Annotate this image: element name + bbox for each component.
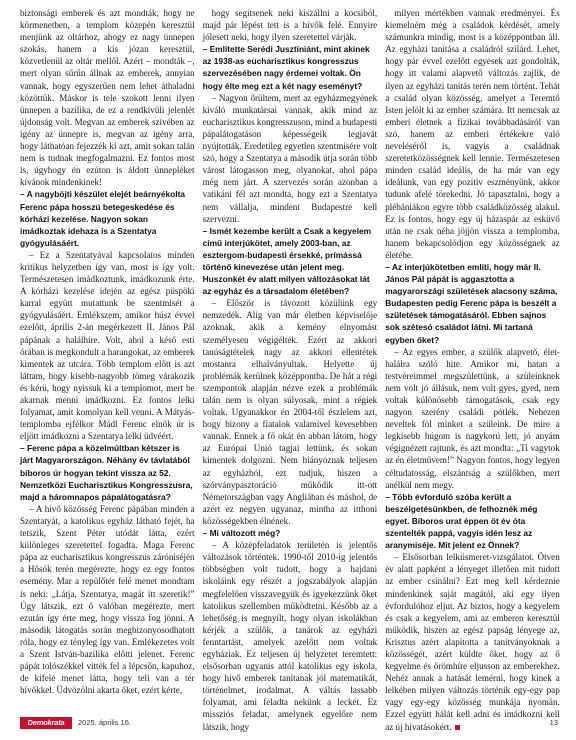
paragraph-text: – A hívő közösség Ferenc pápában minden a Szentatyát, a katolikus egyház látható fejét, ha tetszik, Szent Péter utódát látta, ezért különleges szeretettel fogadta. Maga Ferenc pápa az eucharisztikus kongresszus záróniséjén a Hősök terén megérezte, hogy ez egy fontos esemény. Mar a repülőtér felé menet mondtam is neki: „Látja, Szentatya, magát itt szeretik!” Úgy látszik, ezt ő valóban megérezte, mert ezután így érte meg, hogy vissza fog jönni. A második látogatás során megbizonyosodhatott róla, hogy ez tényleg így van. Emlékezetes volt a Szent István-bazilika előtti jelenet. Ferenc pápát tolószékkel vitték fel a lépcsőn, kapuhoz, de kifelé menet látta, hogy teli van a tér hívőkkel. Üdvözölni akarta őket, ezért kérte,	[20, 503, 195, 696]
paragraph-text: milyen mértékben vannak eredményei. És kiemelném még a családok kérdését, amely számunkra mindig, most is a középpontban áll. Az egyházi tanítása a családról szilárd. Lehet, hogy pár évvel ezelőtt egyesek azt gondolták, hogy itt valami alapvető változás zajlik, de ilyen az egyházi tanítás terén nem történt. Tehát a család olyan közösség, amelyet a Teremtő Isten jelölt ki az ember számára. Itt nemcsak az emberi életnek a fizikai továbbadásáról van szó, hanem az emberi értékekre való neveléséről is, vagyis a családnak szeretetközösségnek kell lennie. Természetesen minden család ideális, de ha már van egy ideálunk, van egy pozitív eszményünk, akkor tudunk afelé törekedni. Jó tapasztalni, hogy a plébániákon egyre több családközösség alakul. Ez is fontos, hogy egy új házaspár az esküvő után ne csak néha jöjjön vissza a templomba, hanem bekapcsolódjon egy közösségnek az életébe.	[385, 8, 560, 260]
interview-question	[203, 225, 378, 298]
interview-question	[385, 261, 560, 346]
paragraph-text: – Említette Serédi Jusztiniánt, mint akinek az 1938-as eucharisztikus kongresszus szervezésében nagy érdemei voltak. Ön hogy élte meg ezt a két nagy eseményt?	[202, 44, 370, 91]
paragraph-text: hogy segítsenek neki kiszállni a kocsiból, majd pár lépést tett is a hívők felé. Ennyire jólesett neki, hogy ilyen szeretettel várják.	[202, 8, 378, 43]
article-paragraph	[203, 7, 378, 43]
paragraph-text: – Nagyon őrültem, mert az egyházmegyének kiváló munkatársai vannak, akik mind az eucharisztikus kongresszuson, mind a budapesti pápalátogatáson képességeik legjavát nyújtották. Eredetileg egyetlen szentmisére volt szó, hogy a Szentatya a második útja során több várost látogasson meg, olyanokat, ahol pápa még nem járt. A szervezés során azonban a vatikáni fél azt mondta, hogy ezt a Szentatya nem vállalja, mindent Budapestre kell szervezni.	[202, 92, 378, 224]
paragraph-text: – Ferenc pápa a közelmúltban kétszer is járt Magyarországon. Néhány év távlatából bíboros úr hogyan tekint vissza az 52. Nemzetközi Eucharisztikus Kongresszusra, majd a háromnapos pápalátogatásra?	[20, 443, 193, 502]
paragraph-text: biztonsági emberek és azt mondták, hogy ne körmenetben, a templom közepén keresztül menjünk az oltárhoz, ahogy ez nagy ünnepen szokás, hanem a kis józan keresztül, közvetlenül az oltár mellől. Azért – mondták –, mert olyan sűrűn állnak az emberek, annyian vannak, hogy egyszerűen nem lehet áthaladni közöttük. Máskor is tele szokott lenni ilyen ünnepen a bazilika, de ez a rendkívüli jelenlét újdonság volt. Megvan az emberek szívében az igény az ünnepre is, megvan az igény arra, hogy láthatóan fejezzék ki azt, amit sokan talán nem is tudnak megfogalmazni. Ez fontos most is, úgyhogy én ezúton is áldott ünnepléket kívánok mindenkinek!	[20, 8, 195, 188]
column-2	[202, 7, 378, 732]
interview-question	[20, 442, 195, 502]
paragraph-text: – A középfeladatok területén is jelentős változások történtek. 1990-től 2010-ig jelentős többségben volt tudott, hogy a hajdani iskoláink egy részét a jogszabályok alapján megfelelően visszavegyük és igyekezzünk őket katolikus szellemben működtetni. Később az a lehetőség is megnyílt, hogy olyan iskolákban kérjék a szülők, a tanárok az egyházi fenntartást, amelyek azelőtt nem voltak egyháziak. Ez teljesen új helyzetet teremtett: elsősorban ugyanis attól katolikus egy iskola, hogy hívő emberek tanítanak jól matematikát, történelmet, irodalmat. A váltás lassabb folyamat, ami feladta nekünk a leckét. Ez missziós feladat, amelynek egyelőre nem látszik, hogy	[202, 540, 378, 732]
paragraph-text: – Ez a Szentatyával kapcsolatos minden kritikus helyzetben így van, most is így volt. Természetesen imádkoztunk, imádkozunk érte. A kórházi kezelése idején az egész püspöki karral együtt mutattunk be szentmisét a gyógyulásáért. Emlékszem, amikor húsz évvel ezelőtt, április 2-án megérkezett II. János Pál pápának a halálhíre. Volt, ahol a késő esti órában is megkondult a harangokat, az emberek kimentek az utcára. Több templom előtt is azt láttam, hogy kisebb-nagyobb tömeg várakozik és kérü, hogy nyissuk ki a templomot, mert be akarnak menni imádkozni. Ez fontos lelki folyamat, amit komolyan kell venni. A Mátyás-templomba ejfélkor Mádl Ferenc elnök úr is eljött imádkozni a Szentatya lelki üdvéért.	[20, 249, 195, 442]
interview-question	[385, 491, 560, 551]
paragraph-text: – Mi változott még?	[202, 528, 281, 539]
interview-question	[203, 527, 378, 539]
interview-question	[203, 43, 378, 91]
paragraph-text: – Az interjúkötetben említi, hogy már II. János Pál pápát is aggasztotta a magyarországi születések alacsony száma, Budapesten pedig Ferenc pápa is beszélt a születések támogatásáról. Ebben sajnos sok szétesó családot látni. Mi tartaná egyben őket?	[385, 261, 558, 345]
article-paragraph	[203, 539, 378, 733]
article-paragraph	[20, 249, 195, 443]
paragraph-text: – Elsősorban lelkiismeret-vizsgálatot. Ötven év alatt papként a lényeget illetően mit tudott az ember csinálni? Ezt meg kell kérdeznie mindenkinek saját magától, aki egy ilyen évfordulóhoz eljut. Az biztos, hogy a kegyelem és csak a kegyelem, ami az emberen keresztül működik, hiszen az egész papság lényege az, Krisztus azért alapította a tanítványoknak a közösségét, azért küldte őket, hogy az ő kegyelme és örömhíre eljusson az emberekhez. Nehéz annak a hatását lemérni, hogy kinek a lelkében milyen változás történik egy-egy pap vagy egy-egy közösség munkája nyomán. Ezzel együtt hálát kell adni és imádkozni kell az új hivatásokért.	[385, 552, 560, 732]
paragraph-text: – Az egyes ember, a szülők alapvető, élet-halálra szóló hite. Amikor mi, hatan a testvéreimmel megszülettünk, a szüleinknek nem volt jó állásuk, nem volt gyes, gyed, nem voltak különösebb támogatások, csak egy nagyon szerény családi pótlék. Nehezen neveltek föl minket a szüleink. De mire a legkisebb húgom is nagykorú lett, jó anyám végignézett rajtunk, és azt mondta: „Ti vagytok az én életművem!” Nagyon fontos, hogy legyen céltudatosság, elszántság a szülőkben, mert anélkül nem megy.	[385, 346, 560, 490]
paragraph-text: – Először is távozott közülünk egy nemzedék. Alig van már életben képviselője azoknak, akik a kemény elnyomást személyesen végigélték. Ezért az akkori tanúságtételek nagy az akkori ellentétek mostanra elhalványultak. Helyette új problémák kerülnek középpontba. De hát a régi szempontok alapján nézve ezek a problémák talán nem is olyan súlyosak, mint a régiek voltak. Ugyanakkor én 2004-től észlelem azt, hogy bizony a fiatalok valamivel kevesebben vannak. Ennek a fő okát én abban látom, hogy az Európai Unió tagjai lettünk, és sokan kimentek dolgozni. Nem hiányoznak teljesen az egyházból, ezt tudjuk, hiszen a szórványpasztoráció működik itt-ott Németországban vagy Angliában és máshol, de azért ez negyen ugyanaz, mintha az itthoni közösségekben élnének.	[202, 298, 378, 526]
article-paragraph	[20, 7, 195, 188]
article-paragraph	[385, 346, 560, 491]
article-paragraph	[385, 551, 560, 732]
paragraph-text: – A nagyböjti készület elejét beárnyékolta Ferenc pápa hosszú betegeskedése és kórházi kezelése. Nagyon sokan imádkoztak idehaza is a Szentatya gyógyulásáért.	[20, 189, 186, 248]
article-paragraph	[203, 92, 378, 225]
paragraph-text: – Több évforduló szóba került a beszélgetésünkben, de felhoznék még egyet. Bíboros urat éppen öt év óta szentelték pappá, vagyis idén lesz az aranymiséje. Mit jelent ez Önnek?	[385, 491, 538, 551]
article-paragraph	[385, 7, 560, 261]
page-number: 13	[549, 718, 558, 727]
publication-logo: Demokrata	[20, 717, 72, 729]
interview-question	[20, 188, 195, 248]
column-1	[20, 7, 195, 707]
page-footer	[0, 717, 576, 733]
paragraph-text: – Ismét kezembe került a Csak a kegyelem című interjúkötet, amely 2003-ban, az esztergom-budapesti érsekké, prímássá történő kinevezése után jelent meg. Huszonkét év alatt milyen változásokat lát az egyház és a társadalom életében?	[202, 225, 372, 297]
article-paragraph	[203, 297, 378, 527]
issue-date: 2025. április 16.	[78, 718, 131, 727]
article-paragraph	[20, 503, 195, 697]
